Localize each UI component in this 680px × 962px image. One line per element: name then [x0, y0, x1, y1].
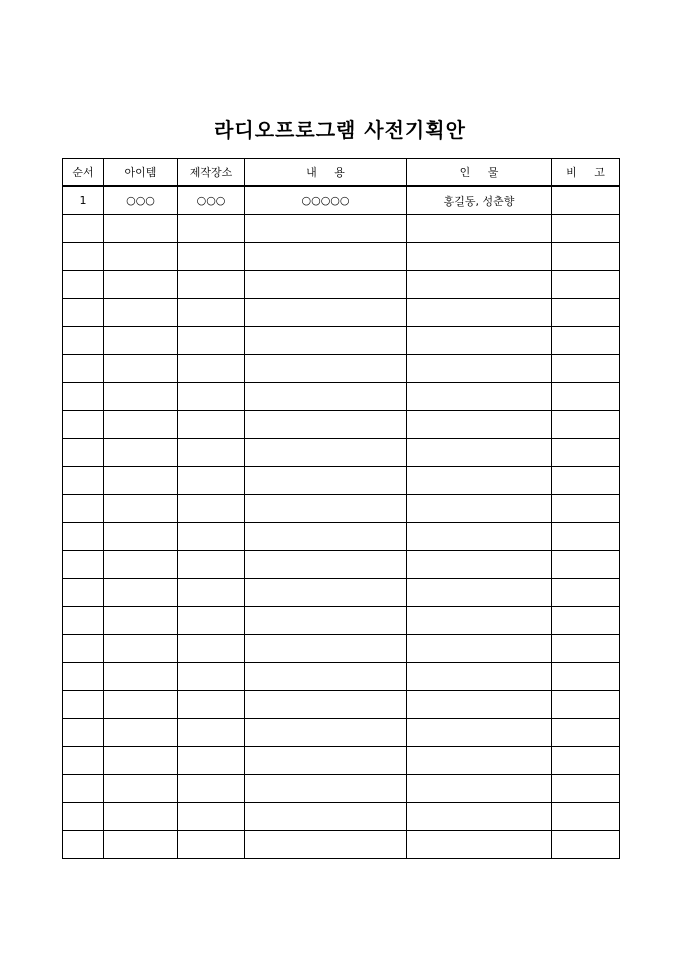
order-cell: [63, 775, 104, 803]
header-item: 아이템: [104, 159, 178, 187]
people-cell: [407, 579, 552, 607]
order-cell: [63, 243, 104, 271]
item-cell: [104, 747, 178, 775]
location-cell: [178, 467, 245, 495]
content-cell: [245, 551, 407, 579]
location-cell: [178, 803, 245, 831]
location-cell: [178, 411, 245, 439]
order-cell: [63, 355, 104, 383]
location-cell: [178, 663, 245, 691]
order-cell: [63, 635, 104, 663]
table-row: [63, 495, 620, 523]
content-cell: [245, 383, 407, 411]
order-cell: [63, 523, 104, 551]
remarks-cell: [552, 719, 620, 747]
remarks-cell: [552, 831, 620, 859]
content-cell: [245, 719, 407, 747]
remarks-cell: [552, 243, 620, 271]
item-cell: [104, 803, 178, 831]
remarks-cell: [552, 663, 620, 691]
item-cell: [104, 411, 178, 439]
content-cell: [245, 327, 407, 355]
people-cell: [407, 775, 552, 803]
order-cell: [63, 271, 104, 299]
content-cell: [245, 439, 407, 467]
item-cell: [104, 495, 178, 523]
location-cell: [178, 495, 245, 523]
table-row: [63, 635, 620, 663]
content-cell: [245, 607, 407, 635]
location-cell: [178, 215, 245, 243]
content-cell: [245, 579, 407, 607]
people-cell: [407, 635, 552, 663]
people-cell: [407, 831, 552, 859]
content-cell: [245, 803, 407, 831]
item-cell: ○○○: [104, 186, 178, 215]
order-cell: [63, 691, 104, 719]
location-cell: [178, 635, 245, 663]
location-cell: [178, 243, 245, 271]
table-row: [63, 411, 620, 439]
location-cell: [178, 355, 245, 383]
plan-table: [62, 158, 620, 859]
remarks-cell: [552, 215, 620, 243]
order-cell: [63, 803, 104, 831]
order-cell: [63, 551, 104, 579]
people-cell: [407, 271, 552, 299]
table-row: [63, 271, 620, 299]
order-cell: [63, 215, 104, 243]
table-row: [63, 831, 620, 859]
people-cell: [407, 523, 552, 551]
order-cell: [63, 467, 104, 495]
order-cell: [63, 831, 104, 859]
header-order: 순서: [63, 159, 104, 187]
content-cell: [245, 299, 407, 327]
item-cell: [104, 579, 178, 607]
remarks-cell: [552, 383, 620, 411]
item-cell: [104, 691, 178, 719]
remarks-cell: [552, 551, 620, 579]
people-cell: [407, 551, 552, 579]
item-cell: [104, 607, 178, 635]
people-cell: [407, 327, 552, 355]
people-cell: [407, 355, 552, 383]
remarks-cell: [552, 439, 620, 467]
table-row: [63, 607, 620, 635]
people-cell: [407, 663, 552, 691]
people-cell: [407, 411, 552, 439]
order-cell: [63, 607, 104, 635]
item-cell: [104, 831, 178, 859]
table-row: [63, 215, 620, 243]
remarks-cell: [552, 467, 620, 495]
location-cell: [178, 775, 245, 803]
people-cell: [407, 495, 552, 523]
remarks-cell: [552, 495, 620, 523]
people-cell: [407, 439, 552, 467]
order-cell: [63, 495, 104, 523]
table-row: [63, 747, 620, 775]
content-cell: [245, 271, 407, 299]
remarks-cell: [552, 579, 620, 607]
remarks-cell: [552, 327, 620, 355]
content-cell: [245, 663, 407, 691]
location-cell: [178, 271, 245, 299]
people-cell: [407, 607, 552, 635]
item-cell: [104, 635, 178, 663]
item-cell: [104, 439, 178, 467]
content-cell: [245, 523, 407, 551]
content-cell: [245, 467, 407, 495]
people-cell: [407, 299, 552, 327]
location-cell: [178, 383, 245, 411]
order-cell: [63, 579, 104, 607]
people-cell: [407, 383, 552, 411]
table-header-row: [63, 159, 620, 187]
table-row: [63, 691, 620, 719]
item-cell: [104, 663, 178, 691]
content-cell: [245, 495, 407, 523]
people-cell: [407, 215, 552, 243]
location-cell: ○○○: [178, 186, 245, 215]
table-body: [63, 186, 620, 859]
remarks-cell: [552, 747, 620, 775]
table-row: [63, 803, 620, 831]
item-cell: [104, 327, 178, 355]
table-row: [63, 663, 620, 691]
order-cell: 1: [63, 186, 104, 215]
item-cell: [104, 775, 178, 803]
item-cell: [104, 467, 178, 495]
remarks-cell: [552, 691, 620, 719]
item-cell: [104, 719, 178, 747]
header-people: 인 물: [407, 159, 552, 187]
table-row: [63, 355, 620, 383]
header-remarks: 비 고: [552, 159, 620, 187]
people-cell: [407, 243, 552, 271]
table-row: [63, 579, 620, 607]
people-cell: 홍길동, 성춘향: [407, 186, 552, 215]
header-content: 내 용: [245, 159, 407, 187]
remarks-cell: [552, 803, 620, 831]
people-cell: [407, 467, 552, 495]
content-cell: [245, 635, 407, 663]
content-cell: [245, 411, 407, 439]
order-cell: [63, 719, 104, 747]
location-cell: [178, 439, 245, 467]
table-row: [63, 186, 620, 215]
content-cell: [245, 775, 407, 803]
remarks-cell: [552, 635, 620, 663]
content-cell: [245, 831, 407, 859]
table-row: [63, 775, 620, 803]
remarks-cell: [552, 355, 620, 383]
item-cell: [104, 523, 178, 551]
people-cell: [407, 719, 552, 747]
people-cell: [407, 803, 552, 831]
remarks-cell: [552, 271, 620, 299]
item-cell: [104, 243, 178, 271]
table-row: [63, 243, 620, 271]
table-row: [63, 299, 620, 327]
location-cell: [178, 719, 245, 747]
remarks-cell: [552, 186, 620, 215]
location-cell: [178, 831, 245, 859]
location-cell: [178, 523, 245, 551]
location-cell: [178, 747, 245, 775]
remarks-cell: [552, 411, 620, 439]
location-cell: [178, 579, 245, 607]
order-cell: [63, 439, 104, 467]
order-cell: [63, 663, 104, 691]
order-cell: [63, 411, 104, 439]
remarks-cell: [552, 299, 620, 327]
item-cell: [104, 271, 178, 299]
item-cell: [104, 215, 178, 243]
page-title: 라디오프로그램 사전기획안: [214, 118, 466, 142]
order-cell: [63, 383, 104, 411]
people-cell: [407, 691, 552, 719]
item-cell: [104, 551, 178, 579]
table-row: [63, 383, 620, 411]
location-cell: [178, 551, 245, 579]
location-cell: [178, 607, 245, 635]
remarks-cell: [552, 607, 620, 635]
item-cell: [104, 355, 178, 383]
table-row: [63, 551, 620, 579]
item-cell: [104, 383, 178, 411]
order-cell: [63, 299, 104, 327]
order-cell: [63, 327, 104, 355]
content-cell: [245, 215, 407, 243]
table-row: [63, 327, 620, 355]
order-cell: [63, 747, 104, 775]
remarks-cell: [552, 523, 620, 551]
content-cell: [245, 691, 407, 719]
table-row: [63, 719, 620, 747]
content-cell: [245, 747, 407, 775]
location-cell: [178, 691, 245, 719]
table-row: [63, 439, 620, 467]
content-cell: [245, 355, 407, 383]
header-location: 제작장소: [178, 159, 245, 187]
table-row: [63, 467, 620, 495]
content-cell: ○○○○○: [245, 186, 407, 215]
table-row: [63, 523, 620, 551]
item-cell: [104, 299, 178, 327]
location-cell: [178, 299, 245, 327]
content-cell: [245, 243, 407, 271]
location-cell: [178, 327, 245, 355]
people-cell: [407, 747, 552, 775]
remarks-cell: [552, 775, 620, 803]
